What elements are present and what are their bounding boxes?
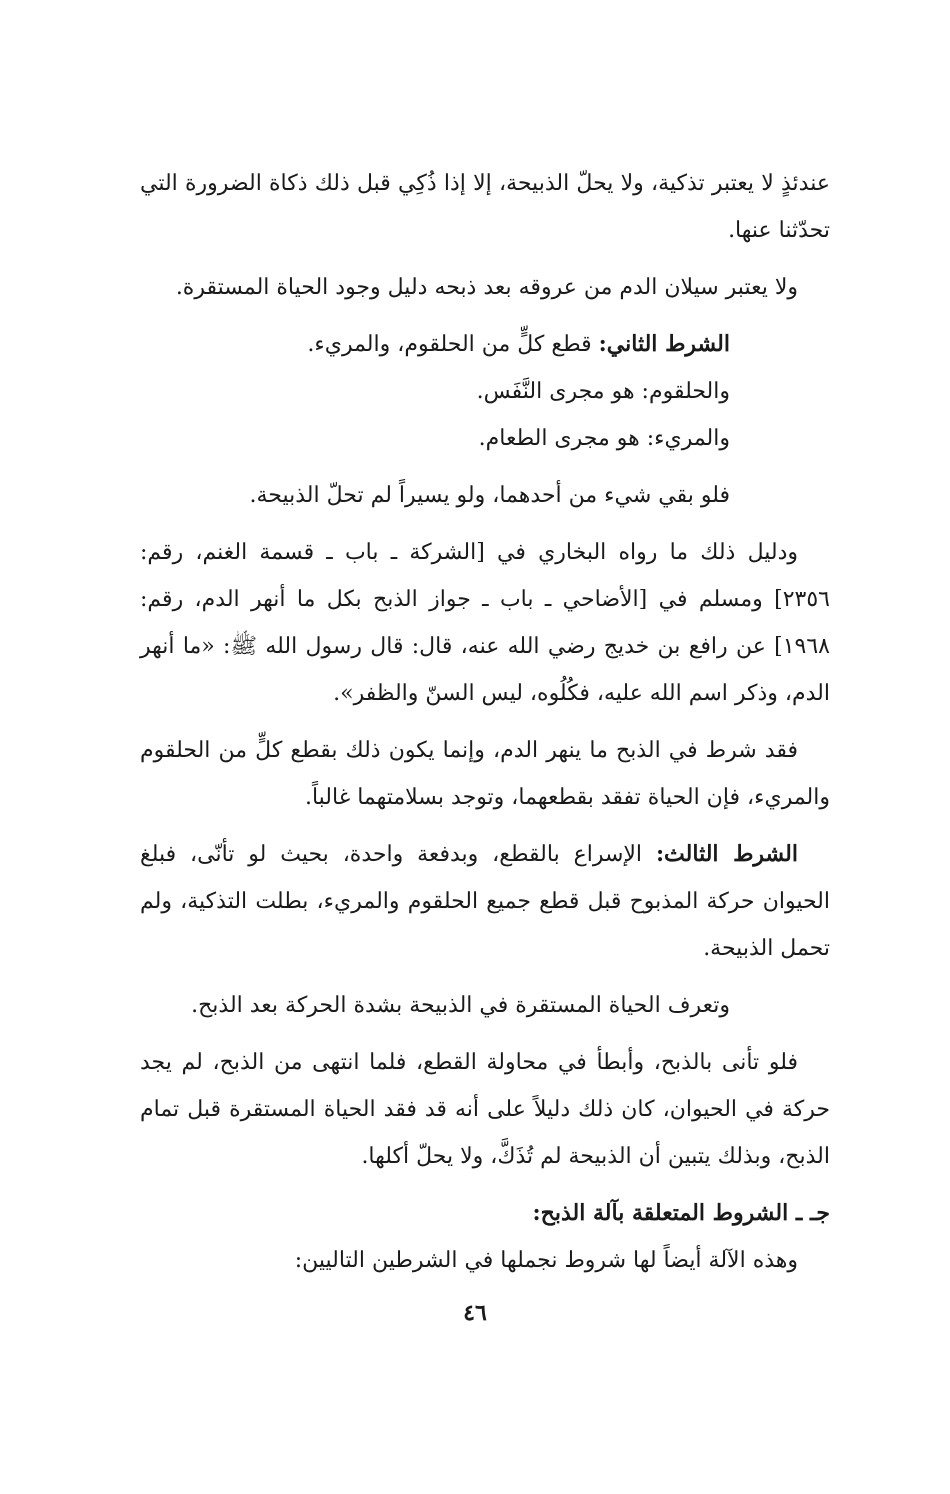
condition-three	[140, 831, 830, 972]
paragraph: عندئذٍ لا يعتبر تذكية، ولا يحلّ الذبيحة، إلا إذا ذُكِي قبل ذلك ذكاة الضرورة التي تحدّثنا عنها.	[140, 171, 830, 243]
condition-three-label: الشرط الثالث:	[655, 841, 798, 867]
condition-two-text: قطع كلٍّ من الحلقوم، والمريء.	[307, 332, 599, 357]
paragraph: فلو تأنى بالذبح، وأبطأ في محاولة القطع، فلما انتهى من الذبح، لم يجد حركة في الحيوان، كان ذلك دليلاً على أنه قد فقد الحياة المستقرة قبل تمام الذبح، وبذلك يتبين أن الذبيحة لم تُذَكَّ، ولا يحلّ أكلها.	[140, 1050, 830, 1169]
paragraph: ولا يعتبر سيلان الدم من عروقه بعد ذبحه دليل وجود الحياة المستقرة.	[175, 275, 798, 300]
condition-two	[140, 321, 830, 368]
paragraph: فلو بقي شيء من أحدهما، ولو يسيراً لم تحلّ الذبيحة.	[249, 483, 730, 508]
page-number: ٤٦	[463, 1300, 487, 1326]
paragraph: فقد شرط في الذبح ما ينهر الدم، وإنما يكون ذلك بقطع كلٍّ من الحلقوم والمريء، فإن الحياة تفقد بقطعهما، وتوجد بسلامتهما غالباً.	[140, 738, 830, 810]
page-body	[140, 160, 830, 1294]
definition-halqum: والحلقوم: هو مجرى النَّفَس.	[476, 379, 730, 404]
paragraph: وهذه الآلة أيضاً لها شروط نجملها في الشرطين التاليين:	[294, 1248, 798, 1273]
definition-marii: والمريء: هو مجرى الطعام.	[478, 426, 730, 451]
condition-two-label: الشرط الثاني:	[598, 331, 730, 357]
paragraph: وتعرف الحياة المستقرة في الذبيحة بشدة الحركة بعد الذبح.	[191, 993, 730, 1018]
condition-three-text: الإسراع بالقطع، وبدفعة واحدة، بحيث لو تأنّى، فبلغ الحيوان حركة المذبوح قبل قطع جميع الحلقوم والمريء، بطلت التذكية، ولم تحمل الذبيحة.	[140, 842, 830, 961]
hadith-paragraph: ودليل ذلك ما رواه البخاري في [الشركة ـ باب ـ قسمة الغنم، رقم: ٢٣٥٦] ومسلم في [الأضاحي ـ باب ـ جواز الذبح بكل ما أنهر الدم، رقم: ١٩٦٨] عن رافع بن خديج رضي الله عنه، قال: قال رسول الله ﷺ: «ما أنهر الدم، وذكر اسم الله عليه، فكُلُوه، ليس السنّ والظفر».	[140, 540, 830, 706]
section-heading: جـ ـ الشروط المتعلقة بآلة الذبح:	[532, 1200, 830, 1226]
